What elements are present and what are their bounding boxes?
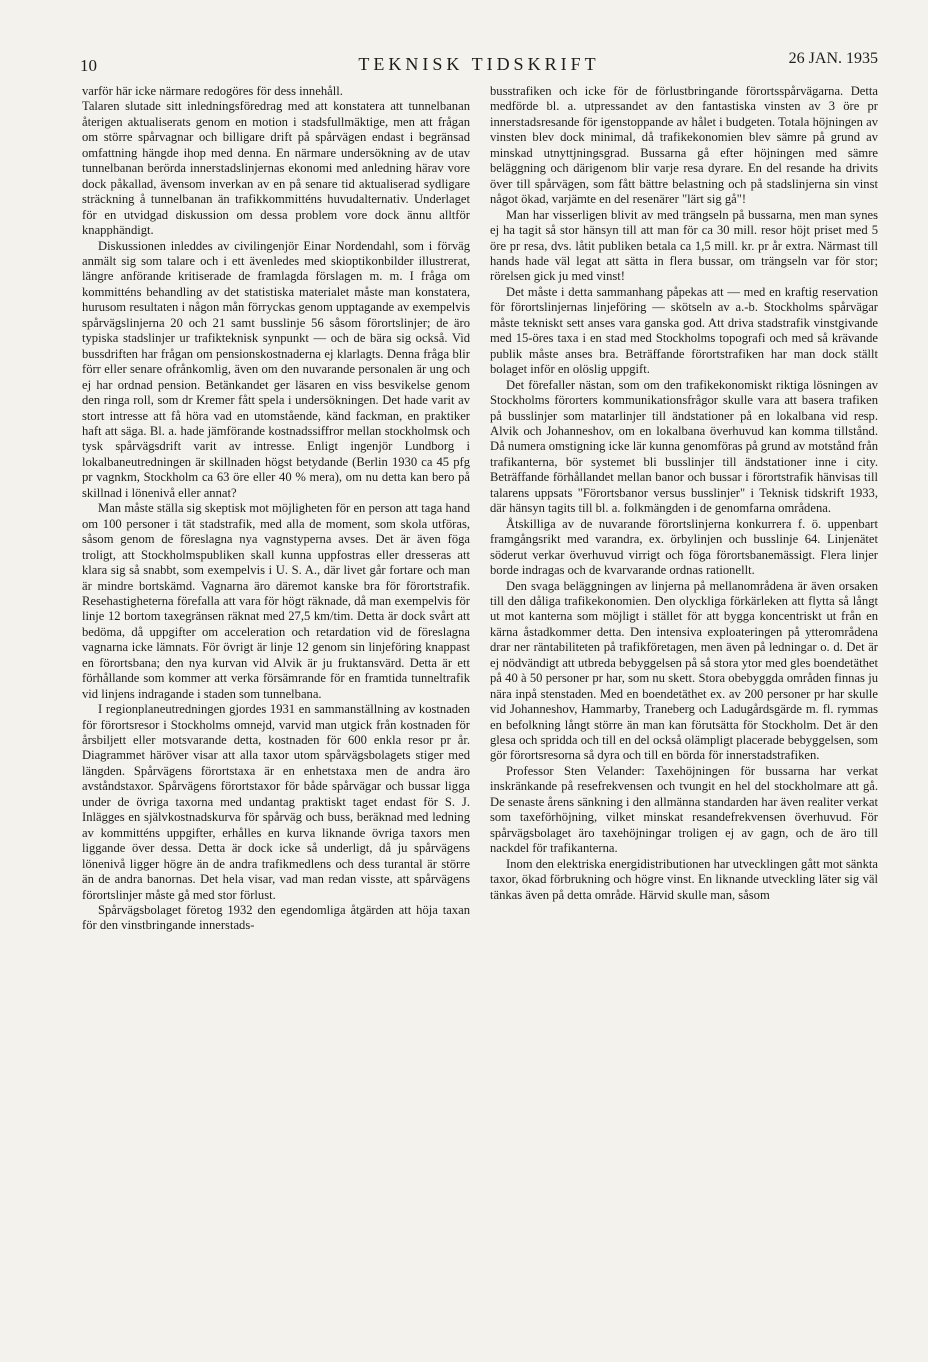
right-column (490, 84, 878, 903)
paragraph: varför här icke närmare redogöres för dess innehåll. (82, 84, 343, 98)
journal-title: TEKNISK TIDSKRIFT (358, 54, 600, 74)
paragraph: Talaren slutade sitt inledningsföredrag med att konstatera att tunnelbanan återigen aktualiserats genom en motion i stadsfullmäktige, men att frågan om större spårvagnar och billigare drift på spårvägen endast i begränsad omfattning hängde ihop med denna. En närmare undersökning av de utav tunnelbanan berörda innerstadslinjernas ekonomi med anledning härav vore dock påkallad, ävensom inverkan av en på senare tid aktualiserad sydligare sträckning å tunnelbanan än trafikkommitténs huvudalternativ. Underlaget för en utvidgad diskussion om dessa problem vore dock ännu alltför knapphändigt. (82, 99, 470, 238)
paragraph: Åtskilliga av de nuvarande förortslinjerna konkurrera f. ö. uppenbart framgångsrikt med varandra, ex. örbylinjen och busslinje 64. Linjenätet söderut verkar överhuvud virrigt och föga förortsbanemässigt. Flera linjer borde indragas och de kvarvarande ordnas rationellt. (490, 516, 878, 578)
paragraph: Den svaga beläggningen av linjerna på mellanområdena är även orsaken till den dåliga trafikekonomien. Den olyckliga förkärleken att flytta så långt ut mot kanterna som möjligt i stället för att bygga koncentriskt ut från en kärna åstadkommer detta. Den intensiva exploateringen på ytterområdena drar ner räntabiliteten på trafikföretagen, men även på ledningar o. d. Det är ej nödvändigt att utbreda bebyggelsen på så stora ytor med gles boendetäthet på 40 à 50 personer pr har, som nu skett. Stora obebyggda områden finnas ju nära inpå stenstaden. Med en boendetäthet ex. av 200 personer pr har skulle vid Johanneshov, Hammarby, Traneberg och Ladugårdsgärde m. fl. rymmas en befolkning långt större än man kan förutsätta för Stockholm. Det är den glesa och spridda och till en del också olämpligt placerade bebyggelsen, som gör förortsresorna så dyra och till en börda för innerstadstrafiken. (490, 578, 878, 763)
paragraph: Inom den elektriska energidistributionen har utvecklingen gått mot sänkta taxor, ökad förbrukning och högre vinst. En liknande utveckling läter sig väl tänkas även på detta område. Härvid skulle man, såsom (490, 856, 878, 902)
paragraph: Det måste i detta sammanhang påpekas att — med en kraftig reservation för förortslinjernas linjeföring — skötseln av a.-b. Stockholms spårvägar måste tekniskt sett anses vara ganska god. Att driva stadstrafik vinstgivande med 15-öres taxa i en stad med Stockholms topografi och med så krävande publik måste anses bra. Beträffande förortstrafiken har man dock ställt bolaget inför en olöslig uppgift. (490, 284, 878, 377)
paragraph: Man har visserligen blivit av med trängseln på bussarna, men man synes ej ha tagit så stor hänsyn till att man för ca 30 mill. resor höjt priset med 5 öre pr resa, dvs. låtit publiken betala ca 1,5 mill. kr. pr år extra. Närmast till hands hade väl legat att sätta in flera bussar, om trängseln var för stor; rörelsen gick ju med vinst! (490, 207, 878, 284)
paragraph: Diskussionen inleddes av civilingenjör Einar Nordendahl, som i förväg anmält sig som talare och i ett ävenledes med skioptikonbilder illustrerat, längre anförande kritiserade de framlagda förslagen m. m. I fråga om kommitténs behandling av det statistiska materialet måste man konstatera, hurusom resultaten i någon mån förryckas genom upptagande av exempelvis spårvägslinjerna 20 och 21 samt busslinje 56 såsom förortslinjer; de äro typiska stadslinjer ur trafikteknisk synpunkt — och de bära sig också. Vid bussdriften har frågan om pensionskostnaderna ej klarlagts. Denna fråga blir förr eller senare ofrånkomlig, även om den nuvarande personalen är ung och ej har ordnad pension. Betänkandet ger läsaren en viss besvikelse genom den ringa roll, som dr Kremer fått spela i undersökningen. Det hade varit av stort intresse att få höra vad en utomstående, känd fackman, en praktiker haft att säga. Bl. a. hade jämförande kostnadssiffror mellan stockholmsk och tysk spårvägsdrift varit av intresse. Enligt ingenjör Lundborg i lokalbaneutredningen är skillnaden högst betydande (Berlin 1930 ca 45 pfg pr vagnkm, Stockholm ca 63 öre eller 40 % mera), om nu detta kan bero på skillnad i lönenivå eller annat? (82, 238, 470, 500)
paragraph: busstrafiken och icke för de förlustbringande förortsspårvägarna. Detta medförde bl. a. utpressandet av den fantastiska vinsten av 3 öre pr innerstadsresande för igenstoppande av hålet i budgeten. Totala höjningen av vinsten blev dock minimal, då trafikekonomien blev sämre på grund av minskad utnyttjningsgrad. Bussarna gå efter höjningen med sämre beläggning och därigenom blir varje resa dyrare. En del resande ha drivits över till spårvägen, som fått bättre belastning och på stadslinjerna sin vinst något ökad, varjämte en del resenärer "lärt sig gå"! (490, 84, 878, 207)
paragraph: Man måste ställa sig skeptisk mot möjligheten för en person att taga hand om 100 personer i tät stadstrafik, med alla de moment, som skola utföras, såsom genom de föreslagna nya vagnstyperna avses. Det är även föga troligt, att Stockholmspubliken skall kunna uppfostras eller dresseras att klara sig så snabbt, som exempelvis i U. S. A., där livet går fortare och man är mindre bortskämd. Vagnarna äro däremot kanske bra för förortstrafik. Resehastigheterna förefalla att vara för högt räknade, då man exempelvis för linje 12 bortom taxegränsen räknat med 27,5 km/tim. Detta är dock svårt att bedöma, då uppgifter om acceleration och retardation vid de föreslagna vagnarna icke lämnats. För övrigt är linje 12 genom sin linjeföring knappast en förortsbana; den nya kurvan vid Alvik är ju fruktansvärd. Detta är ett förhållande som kommer att verka försämrande för en framtida tunneltrafik vid linjens indragande i staden som tunnelbana. (82, 501, 470, 701)
page-number: 10 (80, 56, 97, 75)
page-header (80, 50, 878, 78)
paragraph: Spårvägsbolaget företog 1932 den egendomliga åtgärden att höja taxan för den vinstbringande innerstads- (82, 903, 470, 933)
issue-date: 26 JAN. 1935 (788, 50, 878, 67)
paragraph: Professor Sten Velander: Taxehöjningen för bussarna har verkat inskränkande på resefrekvensen och tvungit en hel del stockholmare att gå. De senaste årens sänkning i den allmänna standarden har även realiter verkat som taxeförhöjning, vilket minskat resandefrekvensen överhuvud. För spårvägsbolaget äro taxehöjningar troligen ej av gagn, och de äro till nackdel för trafikanterna. (490, 763, 878, 856)
left-column (82, 84, 470, 934)
paragraph: Det förefaller nästan, som om den trafikekonomiskt riktiga lösningen av Stockholms förorters kommunikationsfrågor skulle vara att basera trafiken på busslinjer som matarlinjer till ändstationer på en lokalbana vid resp. Alvik och Johanneshov, om en lokalbana överhuvud kan komma tillstånd. Då numera omstigning icke lär kunna genomföras på grund av motstånd från trafikanterna, bör systemet bli busslinjer till ändstationer inne i city. Beträffande förhållandet mellan banor och bussar i förortstrafik hänvisas till talarens uppsats "Förortsbanor versus busslinjer" i Teknisk tidskrift 1933, där hänsyn tagits till bl. a. folkmängden i de genomfarna områdena. (490, 377, 878, 516)
paragraph: I regionplaneutredningen gjordes 1931 en sammanställning av kostnaden för förortsresor i Stockholms omnejd, varvid man utgick från kostnaden för årsbiljett eller motsvarande detta, kostnaden för 600 enkla resor pr år. Diagrammet häröver visar att alla taxor utom spårvägsbolagets stiger med längden. Spårvägens förortstaxa är en enhetstaxa men de andra äro avståndstaxor. Spårvägens förortstaxor för både spårvägar och bussar ligga under de övriga taxorna med undantag praktiskt taget endast för S. J. Inlägges en självkostnadskurva för spårväg och buss, beräknad med ledning av kommitténs uppgifter, erhålles en kurva liknande övriga taxors men liggande över dessa. Detta är dock icke så underligt, då ju spårvägens lönenivå ligger högre än de andra trafikmedlens och dess turantal är större än de andra banornas. Det hela visar, vad man redan visste, att spårvägens förortslinjer måste gå med stor förlust. (82, 702, 470, 902)
